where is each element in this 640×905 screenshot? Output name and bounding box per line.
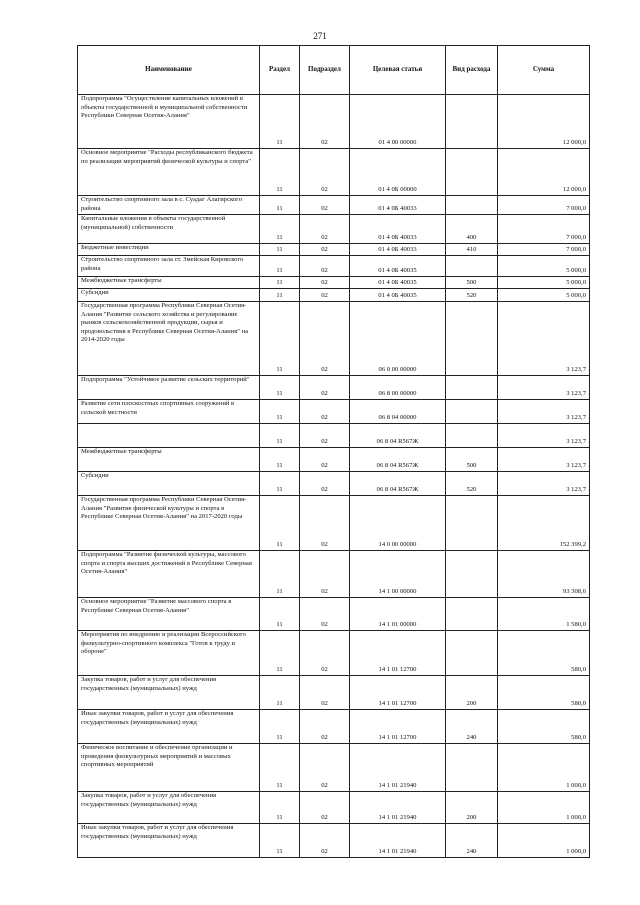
table-row [78,631,590,676]
row-name: Основное мероприятие "Расходы республиканского бюджета по реализации мероприятий физической культуры и спорта" [78,149,260,196]
row-amount: 1 580,0 [498,598,590,631]
row-target: 06 8 04 00000 [350,400,446,424]
table-header-row [78,46,590,95]
row-expense-type: 500 [446,448,498,472]
row-section: 11 [260,424,300,448]
row-section: 11 [260,302,300,376]
row-target: 01 4 0Б 40033 [350,244,446,256]
row-expense-type: 410 [446,244,498,256]
row-name: Бюджетные инвестиции [78,244,260,256]
row-name: Физическое воспитание и обеспечение организации и проведения физкультурных мероприятий и массовых спортивных мероприятий [78,744,260,792]
row-subsection: 02 [300,676,350,710]
row-amount: 580,0 [498,710,590,744]
row-expense-type: 240 [446,824,498,858]
row-amount: 7 000,0 [498,215,590,244]
row-name: Подпрограмма "Устойчивое развитие сельских территорий" [78,376,260,400]
table-row [78,95,590,149]
row-amount: 12 000,0 [498,149,590,196]
table-row [78,424,590,448]
row-name: Подпрограмма "Осуществление капитальных вложений в объекты государственной и муниципальной собственности Республики Северная Осетия-Алания" [78,95,260,149]
row-subsection: 02 [300,631,350,676]
table-row [78,149,590,196]
row-expense-type: 400 [446,215,498,244]
row-subsection: 02 [300,448,350,472]
row-subsection: 02 [300,302,350,376]
row-name: Строительство спортивного зала в с. Суадаг Алагирского района [78,196,260,215]
row-amount: 5 000,0 [498,256,590,277]
table-row [78,598,590,631]
row-subsection: 02 [300,215,350,244]
row-section: 11 [260,824,300,858]
row-section: 11 [260,551,300,598]
row-section: 11 [260,744,300,792]
table-row [78,824,590,858]
row-name: Субсидии [78,472,260,496]
row-target: 14 1 01 12700 [350,710,446,744]
row-amount: 3 123,7 [498,400,590,424]
row-section: 11 [260,496,300,551]
row-section: 11 [260,277,300,289]
table-row [78,376,590,400]
row-section: 11 [260,472,300,496]
row-expense-type: 520 [446,289,498,302]
row-target: 14 1 01 00000 [350,598,446,631]
row-target: 14 1 01 21940 [350,824,446,858]
row-subsection: 02 [300,598,350,631]
row-target: 06 8 04 R567Ж [350,472,446,496]
table-row [78,256,590,277]
row-name: Основное мероприятие "Развитие массового спорта в Республике Северная Осетия-Алания" [78,598,260,631]
row-amount: 1 000,0 [498,824,590,858]
row-subsection: 02 [300,95,350,149]
row-subsection: 02 [300,424,350,448]
row-amount: 152 399,2 [498,496,590,551]
row-name [78,424,260,448]
row-expense-type [446,95,498,149]
table-row [78,215,590,244]
row-subsection: 02 [300,710,350,744]
row-name: Закупка товаров, работ и услуг для обеспечения государственных (муниципальных) нужд [78,792,260,824]
row-section: 11 [260,448,300,472]
page-number: 271 [313,31,327,41]
row-section: 11 [260,792,300,824]
row-target: 06 8 04 R567Ж [350,448,446,472]
row-section: 11 [260,196,300,215]
row-subsection: 02 [300,149,350,196]
row-name: Подпрограмма "Развитие физической культуры, массового спорта и спорта высших достижений в Республике Северная Осетия-Алания" [78,551,260,598]
row-expense-type [446,631,498,676]
row-name: Иные закупки товаров, работ и услуг для обеспечения государственных (муниципальных) нужд [78,824,260,858]
table-row [78,400,590,424]
header-name: Наименование [78,46,260,95]
row-amount: 3 123,7 [498,376,590,400]
header-subsection: Подраздел [300,46,350,95]
row-subsection: 02 [300,400,350,424]
row-subsection: 02 [300,551,350,598]
row-expense-type: 200 [446,676,498,710]
row-subsection: 02 [300,256,350,277]
row-section: 11 [260,149,300,196]
row-expense-type [446,376,498,400]
table-body [78,95,590,858]
row-amount: 7 000,0 [498,244,590,256]
table-row [78,710,590,744]
row-amount: 1 000,0 [498,792,590,824]
table-row [78,744,590,792]
row-name: Развитие сети плоскостных спортивных сооружений в сельской местности [78,400,260,424]
header-target: Целевая статья [350,46,446,95]
row-section: 11 [260,400,300,424]
row-expense-type [446,196,498,215]
row-expense-type [446,400,498,424]
row-amount: 5 000,0 [498,277,590,289]
row-amount: 7 000,0 [498,196,590,215]
row-section: 11 [260,710,300,744]
table-row [78,277,590,289]
row-amount: 93 308,6 [498,551,590,598]
row-subsection: 02 [300,196,350,215]
row-target: 06 8 00 00000 [350,376,446,400]
row-section: 11 [260,256,300,277]
row-section: 11 [260,289,300,302]
row-section: 11 [260,598,300,631]
table-row [78,676,590,710]
row-subsection: 02 [300,824,350,858]
row-subsection: 02 [300,376,350,400]
row-name: Иные закупки товаров, работ и услуг для обеспечения государственных (муниципальных) нужд [78,710,260,744]
row-amount: 3 123,7 [498,424,590,448]
row-name: Закупка товаров, работ и услуг для обеспечения государственных (муниципальных) нужд [78,676,260,710]
row-expense-type [446,744,498,792]
row-amount: 580,0 [498,676,590,710]
row-amount: 5 000,0 [498,289,590,302]
row-target: 14 1 01 21940 [350,792,446,824]
row-expense-type: 240 [446,710,498,744]
row-amount: 3 123,7 [498,472,590,496]
row-section: 11 [260,244,300,256]
row-expense-type [446,496,498,551]
header-expense-type: Вид расхода [446,46,498,95]
row-target: 14 1 00 00000 [350,551,446,598]
budget-table [77,45,590,858]
row-name: Строительство спортивного зала ст. Змейская Кировского района [78,256,260,277]
row-target: 14 1 01 21940 [350,744,446,792]
row-subsection: 02 [300,496,350,551]
table-row [78,792,590,824]
row-subsection: 02 [300,277,350,289]
row-expense-type [446,149,498,196]
table-row [78,551,590,598]
row-target: 06 8 04 R567Ж [350,424,446,448]
row-expense-type: 500 [446,277,498,289]
row-target: 14 1 01 12700 [350,631,446,676]
row-expense-type: 520 [446,472,498,496]
row-expense-type [446,424,498,448]
row-section: 11 [260,676,300,710]
header-section: Раздел [260,46,300,95]
row-name: Субсидии [78,289,260,302]
row-amount: 3 123,7 [498,448,590,472]
row-subsection: 02 [300,289,350,302]
row-amount: 580,0 [498,631,590,676]
row-section: 11 [260,215,300,244]
row-name: Государственная программа Республики Северная Осетия-Алания "Развитие сельского хозяйства и регулирование рынков сельскохозяйственной продукции, сырья и продовольствия в Республике Северная Осетия-Алания" на 2014-2020 годы [78,302,260,376]
row-amount: 3 123,7 [498,302,590,376]
row-subsection: 02 [300,792,350,824]
row-section: 11 [260,631,300,676]
header-amount: Сумма [498,46,590,95]
row-target: 01 4 0Б 40035 [350,256,446,277]
row-target: 06 0 00 00000 [350,302,446,376]
row-subsection: 02 [300,244,350,256]
table-row [78,448,590,472]
row-subsection: 02 [300,744,350,792]
row-section: 11 [260,95,300,149]
row-expense-type [446,598,498,631]
table-row [78,289,590,302]
row-target: 01 4 0Б 40033 [350,196,446,215]
row-target: 01 4 0Б 40035 [350,289,446,302]
row-section: 11 [260,376,300,400]
row-target: 01 4 00 00000 [350,95,446,149]
table-row [78,302,590,376]
row-expense-type [446,551,498,598]
row-target: 01 4 0Б 40033 [350,215,446,244]
row-name: Капитальные вложения в объекты государственной (муниципальной) собственности [78,215,260,244]
row-expense-type [446,256,498,277]
row-name: Мероприятия по внедрению и реализации Всероссийского физкультурно-спортивного комплекса "Готов к труду и обороне" [78,631,260,676]
row-name: Межбюджетные трансферты [78,277,260,289]
row-amount: 12 000,0 [498,95,590,149]
row-target: 01 4 0Б 40035 [350,277,446,289]
row-target: 14 1 01 12700 [350,676,446,710]
row-amount: 1 000,0 [498,744,590,792]
row-subsection: 02 [300,472,350,496]
row-name: Государственная программа Республики Северная Осетия-Алания "Развитие физической культуры и спорта в Республике Северная Осетия-Алания" на 2017-2020 годы [78,496,260,551]
table-row [78,472,590,496]
table-row [78,196,590,215]
table-row [78,496,590,551]
table-row [78,244,590,256]
row-expense-type [446,302,498,376]
row-target: 01 4 0Б 00000 [350,149,446,196]
row-name: Межбюджетные трансферты [78,448,260,472]
row-target: 14 0 00 00000 [350,496,446,551]
row-expense-type: 200 [446,792,498,824]
